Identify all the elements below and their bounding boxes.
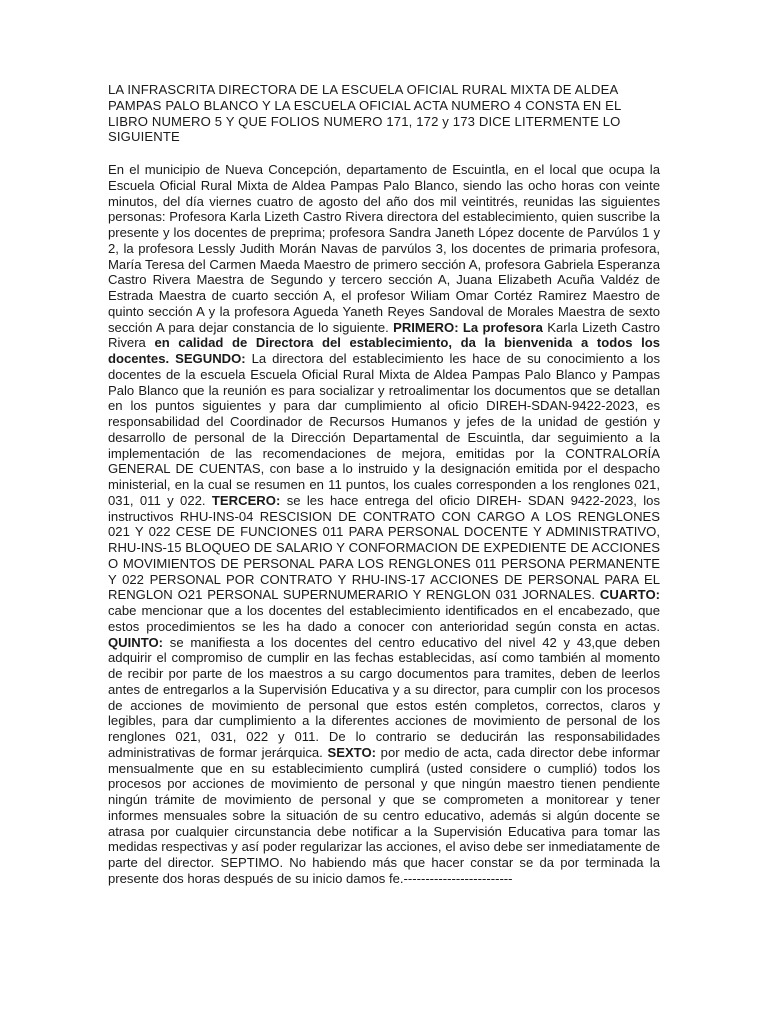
- body-segment: cabe mencionar que a los docentes del establecimiento identificados en el encabezado, que estos procedimientos se les ha dado a conocer con anterioridad según consta en actas.: [108, 603, 660, 634]
- body-segment: Karla Lizeth Castro Rivera: [108, 319, 660, 351]
- body-segment: se manifiesta a los docentes del centro educativo del nivel 42 y 43,que deben adquirir el compromiso de cumplir en las fechas establecidas, así como también al momento de recibir por parte de los maestros a su cargo documentos para tramites, deben de leerlos antes de entregarlos a la Supervisión Educativa y a su director, para cumplir con los procesos de acciones de movimiento de personal que estos estén completos, correctos, claros y legibles, para dar cumplimiento a la diferentes acciones de movimiento de personal de los renglones 021, 031, 022 y 011. De lo contrario se deducirán las responsabilidades administrativas de formar jerárquica.: [108, 634, 660, 760]
- document-content: [108, 82, 660, 887]
- body-segment: se les hace entrega del oficio DIREH- SDAN 9422-2023, los instructivos RHU-INS-04 RESCISION DE CONTRATO CON CARGO A LOS RENGLONES 021 Y 022 CESE DE FUNCIONES 011 PARA PERSONAL DOCENTE Y ADMINISTRATIVO, RHU-INS-15 BLOQUEO DE SALARIO Y CONFORMACION DE EXPEDIENTE DE ACCIONES O MOVIMIENTOS DE PERSONAL PARA LOS RENGLONES 011 PERSONA PERMANENTE Y 022 PERSONAL POR CONTRATO Y RHU-INS-17 ACCIONES DE PERSONAL PARA EL RENGLON O21 PERSONAL SUPERNUMERARIO Y RENGLON 031 JORNALES.: [108, 492, 660, 603]
- body-segment: En el municipio de Nueva Concepción, departamento de Escuintla, en el local que ocupa la Escuela Oficial Rural Mixta de Aldea Pampas Palo Blanco, siendo las ocho horas con veinte minutos, del día viernes cuatro de agosto del año dos mil veintitrés, reunidas las siguientes personas: Profesora Karla Lizeth Castro Rivera directora del establecimiento, quien suscribe la presente y los docentes de preprima; profesora Sandra Janeth López docente de Parvúlos 1 y 2, la profesora Lessly Judith Morán Navas de parvúlos 3, los docentes de primaria profesora, María Teresa del Carmen Maeda Maestro de primero sección A, profesora Gabriela Esperanza Castro Rivera Maestra de Segundo y tercero sección A, Juana Elizabeth Acuña Valdéz de Estrada Maestra de cuarto sección A, el profesor Wiliam Omar Cortéz Ramirez Maestro de quinto sección A y la profesora Agueda Yaneth Reyes Sandoval de Morales Maestra de sexto sección A para dejar constancia de lo siguiente.: [108, 162, 660, 335]
- body-segment-bold: en calidad de Directora del establecimiento, da la bienvenida a todos los docentes. SEGUNDO:: [108, 335, 661, 366]
- body-segment-bold: TERCERO:: [211, 492, 281, 508]
- body-segment-bold: SEXTO:: [327, 744, 376, 760]
- body-segment: por medio de acta, cada director debe informar mensualmente que en su establecimiento cumplirá (usted considere o cumplió) todos los procesos por acciones de movimiento de personal y que ningún maestro tienen pendiente ningún trámite de movimiento de personal y que se comprometen a monitorear y tener informes mensuales sobre la situación de su centro educativo, además si algún docente se atrasa por cualquier circunstancia debe notificar a la Supervisión Educativa para tomar las medidas respectivas y así poder regularizar las acciones, el aviso debe ser inmediatamente de parte del director. SEPTIMO. No habiendo más que hacer constar se da por terminada la presente dos horas después de su inicio damos fe.-------------------------: [108, 744, 660, 886]
- body-segment-bold: CUARTO:: [599, 587, 660, 603]
- body-segment: La directora del establecimiento les hace de su conocimiento a los docentes de la escuela Escuela Oficial Rural Mixta de Aldea Pampas Palo Blanco y Pampas Palo Blanco que la reunión es para socializar y retroalimentar los documentos que se detallan en los puntos siguientes y para dar cumplimiento al oficio DIREH-SDAN-9422-2023, es responsabilidad del Coordinador de Recursos Humanos y jefes de la unidad de gestión y desarrollo de personal de la Dirección Departamental de Escuintla, dar seguimiento a la implementación de las recomendaciones de mejora, emitidas por la CONTRALORÍA GENERAL DE CUENTAS, con base a lo instruido y la designación emitida por el despacho ministerial, en la cual se resumen en 11 puntos, los cuales corresponden a los renglones 021, 031, 011 y 022.: [108, 351, 661, 508]
- body-segment-bold: PRIMERO: La profesora: [393, 319, 543, 335]
- body-segment-bold: QUINTO:: [108, 634, 164, 650]
- document-heading: LA INFRASCRITA DIRECTORA DE LA ESCUELA OFICIAL RURAL MIXTA DE ALDEA PAMPAS PALO BLANCO Y LA ESCUELA OFICIAL ACTA NUMERO 4 CONSTA EN EL LIBRO NUMERO 5 Y QUE FOLIOS NUMERO 171, 172 y 173 DICE LITERMENTE LO SIGUIENTE: [108, 82, 621, 145]
- document-body: [108, 162, 660, 887]
